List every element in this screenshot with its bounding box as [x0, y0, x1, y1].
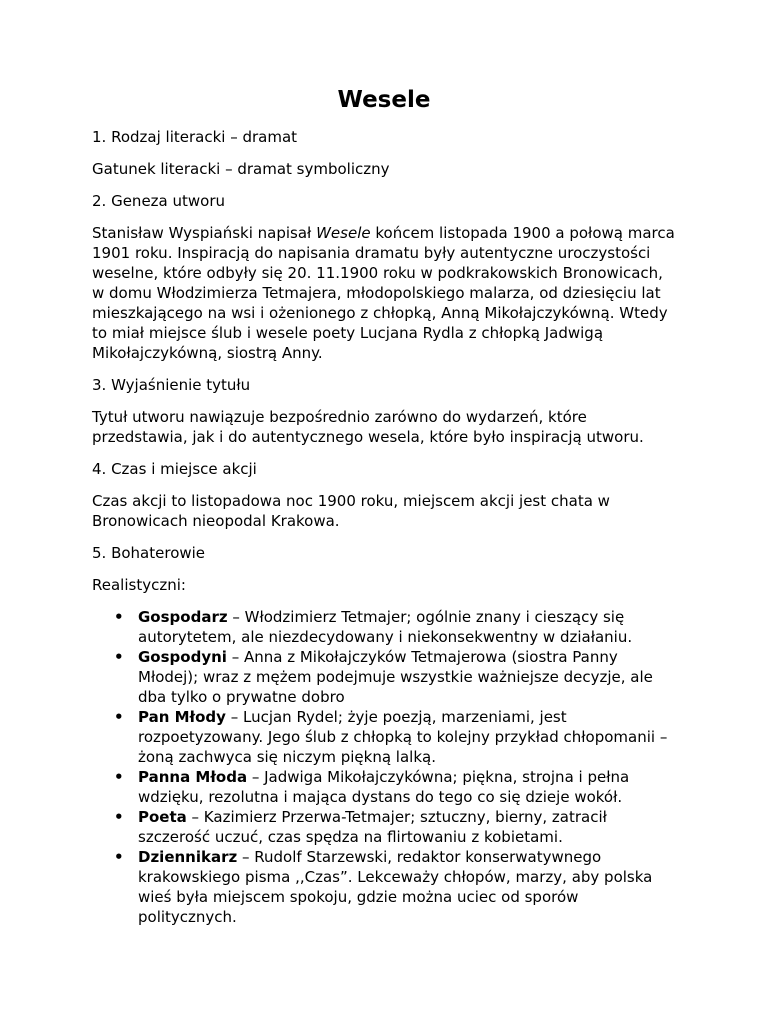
character-description: – Jadwiga Mikołajczykówna; piękna, strojna i pełna wdzięku, rezolutna i mająca dystans do tego co się dzieje wokół.: [138, 768, 630, 806]
character-description: – Włodzimierz Tetmajer; ogólnie znany i cieszący się autorytetem, ale niezdecydowany i niekonsekwentny w działaniu.: [138, 608, 633, 646]
paragraph-subgenre: Gatunek literacki – dramat symboliczny: [92, 160, 390, 178]
heading-genre: 1. Rodzaj literacki – dramat: [92, 128, 298, 146]
heading-origin: 2. Geneza utworu: [92, 192, 226, 210]
list-item: [138, 707, 676, 767]
character-name: Dziennikarz: [138, 848, 238, 866]
character-description: – Lucjan Rydel; żyje poezją, marzeniami, jest rozpoetyzowany. Jego ślub z chłopką to kolejny przykład chłopomanii – żoną zachwyca się niczym piękną lalką.: [138, 708, 668, 766]
character-name: Panna Młoda: [138, 768, 248, 786]
paragraph-title-explanation: Tytuł utworu nawiązuje bezpośrednio zarówno do wydarzeń, które przedstawia, jak i do autentycznego wesela, które było inspiracją utworu.: [92, 408, 644, 446]
origin-text-start: Stanisław Wyspiański napisał: [92, 224, 317, 242]
list-item: [138, 647, 676, 707]
origin-title-italic: Wesele: [316, 224, 371, 242]
character-name: Gospodarz: [138, 608, 228, 626]
character-name: Pan Młody: [138, 708, 226, 726]
character-description: – Anna z Mikołajczyków Tetmajerowa (siostra Panny Młodej); wraz z mężem podejmuje wszystkie ważniejsze decyzje, ale dba tylko o prywatne dobro: [138, 648, 653, 706]
character-name: Poeta: [138, 808, 187, 826]
list-item: [138, 607, 676, 647]
character-name: Gospodyni: [138, 648, 227, 666]
paragraph-origin: [92, 223, 676, 363]
origin-text-rest: końcem listopada 1900 a połową marca 1901 roku. Inspiracją do napisania dramatu były autentyczne uroczystości weselne, które odbyły się 20. 11.1900 roku w podkrakowskich Bronowicach, w domu Włodzimierza Tetmajera, młodopolskiego malarza, od dziesięciu lat mieszkającego na wsi i ożenionego z chłopką, Anną Mikołajczykówną. Wtedy to miał miejsce ślub i wesele poety Lucjana Rydla z chłopką Jadwigą Mikołajczykówną, siostrą Anny.: [92, 224, 675, 362]
list-item: [138, 767, 676, 807]
paragraph-time-place: Czas akcji to listopadowa noc 1900 roku, miejscem akcji jest chata w Bronowicach nieopodal Krakowa.: [92, 492, 610, 530]
heading-time-place: 4. Czas i miejsce akcji: [92, 460, 257, 478]
characters-list: [92, 607, 676, 927]
heading-characters: 5. Bohaterowie: [92, 544, 206, 562]
paragraph-realistic-label: Realistyczni:: [92, 576, 186, 594]
list-item: [138, 807, 676, 847]
document-title: Wesele: [337, 87, 431, 113]
heading-title-explanation: 3. Wyjaśnienie tytułu: [92, 376, 251, 394]
character-description: – Kazimierz Przerwa-Tetmajer; sztuczny, bierny, zatracił szczerość uczuć, czas spędza na flirtowaniu z kobietami.: [138, 808, 607, 846]
list-item: [138, 847, 676, 927]
character-description: – Rudolf Starzewski, redaktor konserwatywnego krakowskiego pisma ,,Czas”. Lekceważy chłopów, marzy, aby polska wieś była miejscem spokoju, gdzie można uciec od sporów politycznych.: [138, 848, 653, 926]
